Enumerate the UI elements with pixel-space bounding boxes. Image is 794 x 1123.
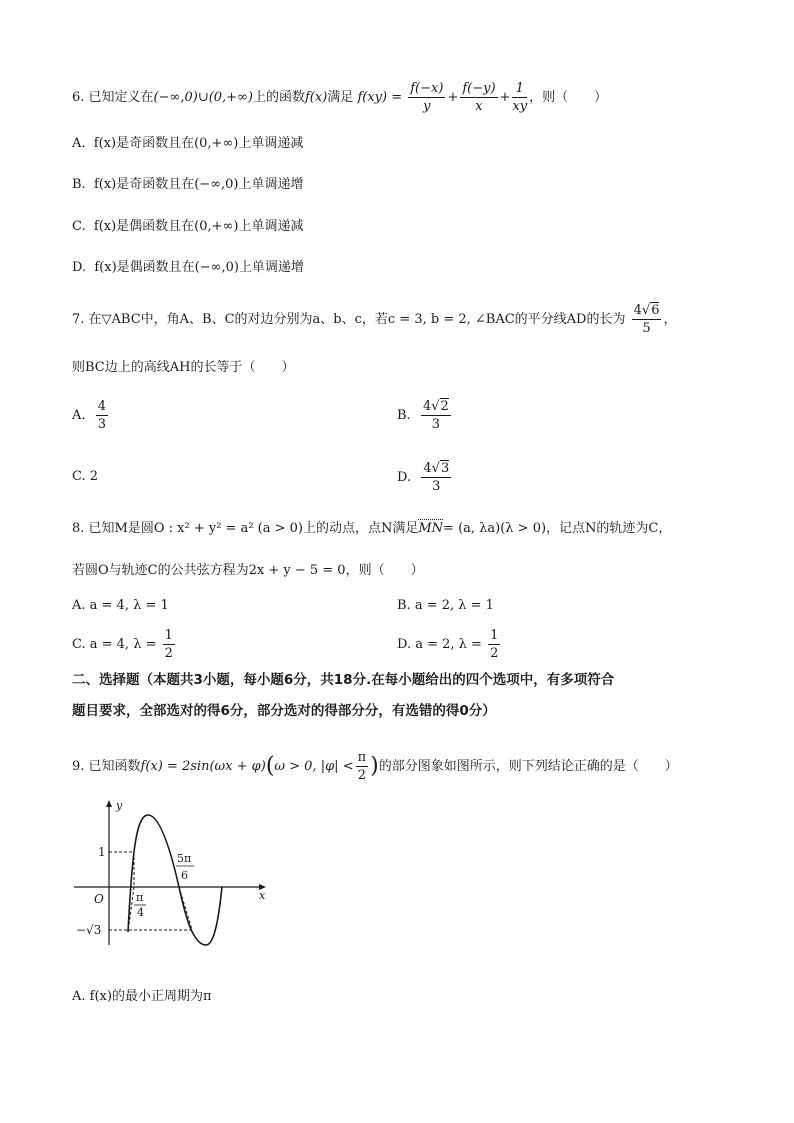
tick-label-1: 1 bbox=[98, 845, 106, 859]
q7-a-den: 3 bbox=[97, 417, 107, 432]
q6-frac2-den: x bbox=[475, 99, 483, 114]
q9-pi-den: 2 bbox=[357, 768, 366, 783]
option-text: f(x)是奇函数且在(−∞,0)上单调递增 bbox=[93, 177, 304, 192]
option-label: C. a = 4, λ = bbox=[72, 637, 157, 652]
option-label: D. a = 2, λ = bbox=[397, 637, 482, 652]
q6-option-b bbox=[72, 176, 304, 194]
q6-option-a bbox=[72, 135, 303, 153]
y-axis-arrow bbox=[106, 800, 112, 807]
q6-frac3-num: 1 bbox=[512, 80, 527, 98]
q7-line1-text: 7. 在▽ABC中，角A、B、C的对边分别为a、b、c，若c = 3, b = 2, ∠BAC的平分线AD的长为 bbox=[72, 312, 626, 327]
q9-stem-b: 的部分图象如图所示，则下列结论正确的是（ ） bbox=[378, 759, 678, 774]
x-axis-label: x bbox=[259, 889, 266, 902]
q6-tail: ，则（ ） bbox=[529, 90, 608, 105]
q6-stem-c: 满足 bbox=[327, 90, 354, 105]
option-label: B. bbox=[72, 177, 86, 192]
q7-ad-rad: 6 bbox=[651, 303, 660, 318]
option-label: A. bbox=[72, 136, 86, 151]
q8-line1 bbox=[72, 520, 671, 538]
q7-ad-coef: 4 bbox=[633, 303, 642, 318]
q6-frac3 bbox=[512, 80, 527, 115]
half-den: 2 bbox=[164, 646, 173, 661]
half-num: 1 bbox=[164, 628, 173, 643]
q6-frac3-den: xy bbox=[512, 99, 528, 114]
q7-b-coef: 4 bbox=[422, 399, 432, 414]
q9-pi-half bbox=[356, 749, 369, 784]
option-label: C. bbox=[72, 219, 86, 234]
section2-line2: 题目要求，全部选对的得6分，部分选对的得部分分，有选错的得0分） bbox=[72, 703, 496, 719]
q7-option-a bbox=[72, 398, 110, 433]
q8-d-half bbox=[488, 627, 500, 662]
tick-label-neg-sqrt3: −√3 bbox=[76, 923, 102, 937]
option-text: f(x)是偶函数且在(−∞,0)上单调递增 bbox=[94, 260, 304, 275]
q9-pi-num: π bbox=[357, 750, 367, 765]
q8-option-a: A. a = 4, λ = 1 bbox=[72, 598, 169, 613]
option-label: D. bbox=[72, 260, 87, 275]
tick-pi4-den: 4 bbox=[137, 906, 144, 919]
q7-d-frac bbox=[421, 460, 451, 495]
q6-stem-a: 6. 已知定义在 bbox=[72, 90, 154, 105]
q7-b-rad: 2 bbox=[440, 399, 449, 414]
q9-stem: 9. 已知函数f(x) = 2sin(ωx + φ)(ω > 0, |φ| < $\frac{\pi}{2}$ )的部分图象如图所示，则下列结论正确的是（ ） bbox=[72, 750, 678, 783]
q6-frac2-num: f(−y) bbox=[462, 81, 496, 96]
option-text: f(x)是偶函数且在(0,+∞)上单调递减 bbox=[93, 219, 304, 234]
q6-eq-lhs: f(xy) = bbox=[357, 90, 403, 105]
half-num: 1 bbox=[490, 628, 499, 643]
q6-frac1-num: f(−x) bbox=[410, 81, 444, 96]
option-label: B. bbox=[397, 408, 411, 423]
q6-frac2 bbox=[460, 80, 497, 115]
q9-cond: ω > 0, |φ| < bbox=[274, 759, 354, 774]
q7-d-rad: 3 bbox=[440, 461, 450, 476]
q7-ad-num: 4√6 bbox=[633, 303, 660, 318]
q7-line1-tail: ， bbox=[663, 312, 677, 327]
q8-option-b: B. a = 2, λ = 1 bbox=[397, 598, 494, 613]
q7-b-den: 3 bbox=[431, 417, 441, 432]
q7-option-c: C. 2 bbox=[72, 469, 99, 484]
q7-a-num: 4 bbox=[97, 399, 107, 414]
origin-label: O bbox=[94, 892, 104, 906]
q7-option-d bbox=[397, 460, 453, 495]
q7-b-frac bbox=[421, 398, 451, 433]
q8-c-half bbox=[163, 627, 175, 662]
q7-a-frac bbox=[96, 398, 108, 433]
q8-vector-mn: MN bbox=[418, 521, 444, 536]
q8-line1-b: = (a, λa)(λ > 0)，记点N的轨迹为C， bbox=[443, 521, 672, 536]
q9-stem-a: 9. 已知函数 bbox=[72, 759, 141, 774]
q6-domain: (−∞,0)∪(0,+∞) bbox=[153, 90, 253, 105]
q7-line2: 则BC边上的高线AH的长等于（ ） bbox=[72, 360, 295, 375]
tick-5pi6-num: 5π bbox=[177, 852, 192, 865]
q9-func: f(x) = 2sin(ωx + φ) bbox=[140, 759, 266, 774]
q8-line1-a: 8. 已知M是圆O : x² + y² = a² (a > 0)上的动点，点N满足 bbox=[72, 521, 419, 536]
q6-fx: f(x) bbox=[305, 90, 328, 105]
option-text: f(x)是奇函数且在(0,+∞)上单调递减 bbox=[93, 136, 304, 151]
q8-line2: 若圆O与轨迹C的公共弦方程为2x + y − 5 = 0，则（ ） bbox=[72, 563, 424, 578]
q7-line1 bbox=[72, 302, 677, 337]
q6-frac1 bbox=[408, 80, 445, 115]
q6-option-c bbox=[72, 218, 303, 236]
q6-stem: 6. 已知定义在(−∞,0)∪(0,+∞)上的函数f(x)满足 f(xy) = $\frac{f(-x)}{y}$ + $\frac{f(-y)}{x}$ + $\frac{1}{xy}$ ，则（ ） bbox=[72, 81, 608, 114]
q6-frac1-den: y bbox=[423, 99, 431, 114]
option-label: A. bbox=[72, 408, 86, 423]
sine-curve bbox=[128, 815, 222, 945]
half-den: 2 bbox=[490, 646, 499, 661]
q7-ad-frac bbox=[632, 302, 662, 337]
q6-option-d bbox=[72, 259, 304, 277]
q7-ad-den: 5 bbox=[642, 321, 651, 336]
q7-d-den: 3 bbox=[432, 479, 441, 494]
q7-option-b bbox=[397, 398, 453, 433]
tick-5pi6-den: 6 bbox=[181, 869, 188, 882]
q9-option-a: A. f(x)的最小正周期为π bbox=[72, 989, 212, 1004]
dash-5pi6 bbox=[179, 887, 192, 930]
sine-graph bbox=[70, 795, 280, 955]
y-axis-label: y bbox=[116, 799, 123, 812]
q7-b-num: 4√2 bbox=[422, 399, 449, 414]
option-label: D. bbox=[397, 470, 412, 485]
q7-d-coef: 4 bbox=[423, 461, 432, 476]
section2-line1: 二、选择题（本题共3小题，每小题6分，共18分.在每小题给出的四个选项中，有多项符合 bbox=[72, 672, 615, 688]
q8-option-d bbox=[397, 627, 502, 662]
q6-stem-b: 上的函数 bbox=[252, 90, 305, 105]
q7-d-num: 4√3 bbox=[423, 461, 450, 476]
q8-option-c bbox=[72, 627, 177, 662]
tick-pi4-num: π bbox=[136, 891, 144, 904]
